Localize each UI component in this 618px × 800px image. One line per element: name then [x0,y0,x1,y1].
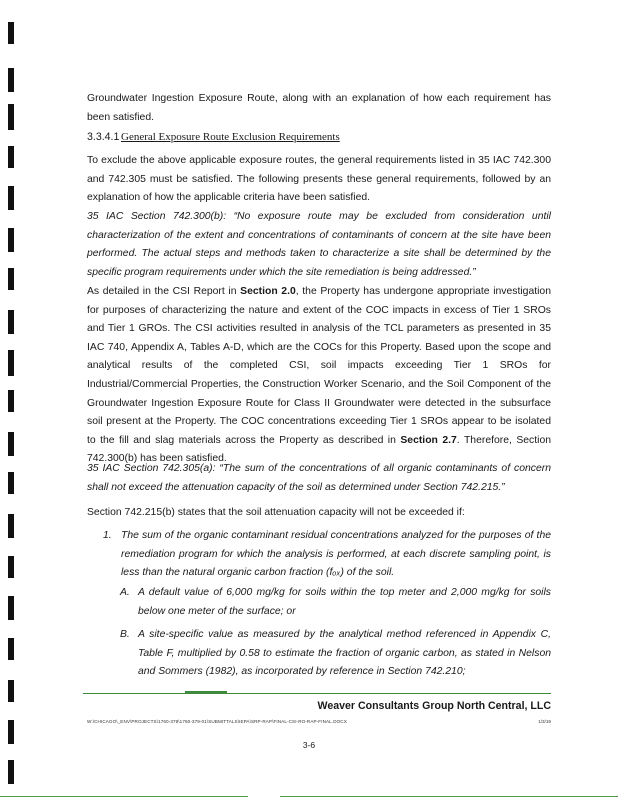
section-title: General Exposure Route Exclusion Requirements [121,131,340,143]
binder-mark [8,310,14,334]
file-path: W:\CHICAGO\_ENV\PROJECTS\1760-379\1760-379-01\SUBMITTALS\IEPA\SRP-RAP\FINAL-CSI-RO-RAP-FINAL.DOCX [87,719,347,724]
list-item-a [120,584,551,621]
paragraph-general-requirements: To exclude the above applicable exposure routes, the general requirements listed in 35 IAC 742.300 and 742.305 must be satisfied. The following presents these general requirements, followed by an explanation of how the applicable criteria have been satisfied. [87,155,551,204]
page-number: 3-6 [302,740,316,750]
list-item-1 [103,527,551,583]
binder-mark [8,596,14,620]
list-item-text: A default value of 6,000 mg/kg for soils within the top meter and 2,000 mg/kg for soils below one meter of the surface; or [138,587,551,617]
section-ref-2-0: Section 2.0 [240,286,296,297]
para2-text-e: . Therefore, Section 742.300(b) has been satisfied. [87,434,551,465]
binder-mark [8,68,14,92]
binder-mark [8,680,14,702]
company-name: Weaver Consultants Group North Central, LLC [317,700,551,712]
binder-mark [8,390,14,412]
document-date: 1/3/19 [538,719,551,724]
section-number: 3.3.4.1 [87,131,120,143]
binder-mark [8,104,14,130]
list-item-b [120,626,551,682]
binder-mark [8,186,14,210]
paragraph-csi-investigation [87,283,551,469]
binder-mark [8,760,14,784]
bottom-edge-line [280,796,618,797]
binder-mark [8,350,14,376]
binder-mark [8,228,14,252]
para2-text-c: , the Property has undergone appropriate investigation for purposes of characterizing the nature and extent of the COC impacts in excess of Tier 1 SROs and Tier 1 GROs. The CSI activities resulted in analysis of the TCL parameters as presented in 35 IAC 740, Appendix A, Tables A-D, which are the COCs for this Property. Based upon the scope and analytical results of the completed CSI, soil impacts exceeding Tier 1 SROs for Industrial/Commercial Properties, the Construction Worker Scenario, and the Soil Component of the Groundwater Ingestion Exposure Route for Class II Groundwater were detected in the subsurface soil present at the Property. The COC concentrations exceeding Tier 1 SROs appear to be isolated to the fill and slag materials across the Property as described in [87,286,551,446]
list-marker: B. [120,629,130,640]
binder-mark [8,638,14,660]
regulation-quote-742-300b: 35 IAC Section 742.300(b): “No exposure route may be excluded from consideration until characterization of the extent and concentrations of contaminants of concern at the site have been performed. The actual steps and methods taken to characterize a site shall be determined by the specific program requirements under which the site remediation is being addressed.” [87,211,551,278]
para2-text-a: As detailed in the CSI Report in [87,286,241,297]
list-item-text: The sum of the organic contaminant residual concentrations analyzed for the purposes of the remediation program for which the analysis is performed, at each discrete sampling point, is less than the natural organic carbon fraction (fₒₓ) of the soil. [121,530,551,579]
binder-mark [8,514,14,538]
binder-mark [8,22,14,44]
section-heading [87,131,340,143]
intro-paragraph: Groundwater Ingestion Exposure Route, along with an explanation of how each requirement has been satisfied. [87,93,551,123]
footer-rule [83,693,551,694]
binder-mark [8,556,14,578]
binder-mark [8,472,14,494]
list-marker: 1. [103,530,112,541]
bottom-edge-line [0,796,248,797]
list-marker: A. [120,587,130,598]
binder-mark [8,268,14,290]
list-item-text: A site-specific value as measured by the analytical method referenced in Appendix C, Table F, multiplied by 0.58 to estimate the fraction of organic carbon, as stated in Nelson and Sommers (1982), as incorporated by reference in Section 742.210; [138,629,551,678]
section-ref-2-7: Section 2.7 [400,434,457,446]
binder-mark [8,146,14,168]
binder-mark [8,432,14,456]
regulation-quote-742-305a: 35 IAC Section 742.305(a): “The sum of the concentrations of all organic contaminants of concern shall not exceed the attenuation capacity of the soil as determined under Section 742.215.” [87,463,551,493]
paragraph-attenuation-capacity: Section 742.215(b) states that the soil attenuation capacity will not be exceeded if: [87,507,465,518]
